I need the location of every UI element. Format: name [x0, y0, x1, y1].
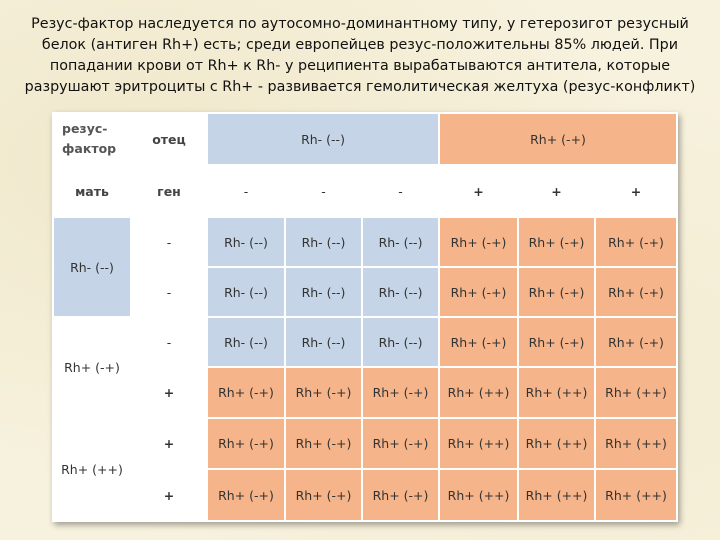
corner-label-line: фактор	[62, 141, 117, 156]
mother-gene: -	[131, 267, 207, 317]
father-gene: -	[207, 165, 285, 217]
father-gene: +	[439, 165, 518, 217]
offspring-cell: Rh- (--)	[207, 317, 285, 367]
offspring-cell: Rh+ (++)	[595, 418, 677, 469]
offspring-cell: Rh+ (-+)	[595, 217, 677, 267]
heading-line: разрушают эритроциты с Rh+ - развивается гемолитическая желтуха (резус-конфликт)	[24, 79, 696, 95]
offspring-cell: Rh- (--)	[207, 217, 285, 267]
gene-label: ген	[131, 165, 207, 217]
mother-gene: +	[131, 469, 207, 521]
mother-gene: -	[131, 217, 207, 267]
offspring-cell: Rh+ (++)	[518, 469, 595, 521]
offspring-cell: Rh- (--)	[285, 267, 362, 317]
father-gene: -	[285, 165, 362, 217]
offspring-cell: Rh+ (-+)	[362, 367, 439, 418]
father-gene: +	[518, 165, 595, 217]
heading-line: попадании крови от Rh+ к Rh- у реципиента вырабатываются антитела, которые	[49, 58, 671, 74]
corner-label-line: резус-	[62, 121, 108, 136]
offspring-cell: Rh+ (-+)	[595, 267, 677, 317]
offspring-cell: Rh+ (-+)	[285, 418, 362, 469]
corner-label	[53, 113, 131, 165]
offspring-cell: Rh+ (-+)	[285, 469, 362, 521]
offspring-cell: Rh+ (-+)	[439, 217, 518, 267]
rh-inheritance-table	[52, 112, 678, 522]
offspring-cell: Rh+ (-+)	[207, 418, 285, 469]
father-label: отец	[131, 113, 207, 165]
offspring-cell: Rh+ (-+)	[518, 317, 595, 367]
offspring-cell: Rh- (--)	[362, 317, 439, 367]
offspring-cell: Rh+ (++)	[518, 367, 595, 418]
mother-group: Rh+ (-+)	[53, 317, 131, 418]
offspring-cell: Rh- (--)	[285, 317, 362, 367]
offspring-cell: Rh+ (-+)	[518, 267, 595, 317]
mother-group: Rh- (--)	[53, 217, 131, 317]
heading-line: Резус-фактор наследуется по аутосомно-доминантному типу, у гетерозигот резусный	[31, 16, 689, 32]
offspring-cell: Rh+ (-+)	[439, 267, 518, 317]
offspring-cell: Rh+ (++)	[439, 367, 518, 418]
offspring-cell: Rh+ (-+)	[207, 469, 285, 521]
offspring-cell: Rh+ (++)	[518, 418, 595, 469]
father-group: Rh+ (-+)	[439, 113, 677, 165]
offspring-cell: Rh+ (++)	[439, 418, 518, 469]
offspring-cell: Rh+ (-+)	[285, 367, 362, 418]
offspring-cell: Rh+ (++)	[595, 469, 677, 521]
father-group: Rh- (--)	[207, 113, 439, 165]
offspring-cell: Rh+ (-+)	[439, 317, 518, 367]
mother-gene: +	[131, 367, 207, 418]
father-gene: -	[362, 165, 439, 217]
page-heading	[14, 14, 706, 98]
offspring-cell: Rh+ (-+)	[518, 217, 595, 267]
offspring-cell: Rh- (--)	[362, 267, 439, 317]
offspring-cell: Rh+ (-+)	[362, 469, 439, 521]
offspring-cell: Rh- (--)	[362, 217, 439, 267]
mother-gene: -	[131, 317, 207, 367]
offspring-cell: Rh- (--)	[207, 267, 285, 317]
offspring-cell: Rh+ (-+)	[207, 367, 285, 418]
offspring-cell: Rh+ (-+)	[595, 317, 677, 367]
heading-line: белок (антиген Rh+) есть; среди европейцев резус-положительны 85% людей. При	[41, 37, 679, 53]
offspring-cell: Rh+ (++)	[439, 469, 518, 521]
mother-label: мать	[53, 165, 131, 217]
mother-group: Rh+ (++)	[53, 418, 131, 521]
offspring-cell: Rh+ (-+)	[362, 418, 439, 469]
offspring-cell: Rh+ (++)	[595, 367, 677, 418]
mother-gene: +	[131, 418, 207, 469]
father-gene: +	[595, 165, 677, 217]
offspring-cell: Rh- (--)	[285, 217, 362, 267]
